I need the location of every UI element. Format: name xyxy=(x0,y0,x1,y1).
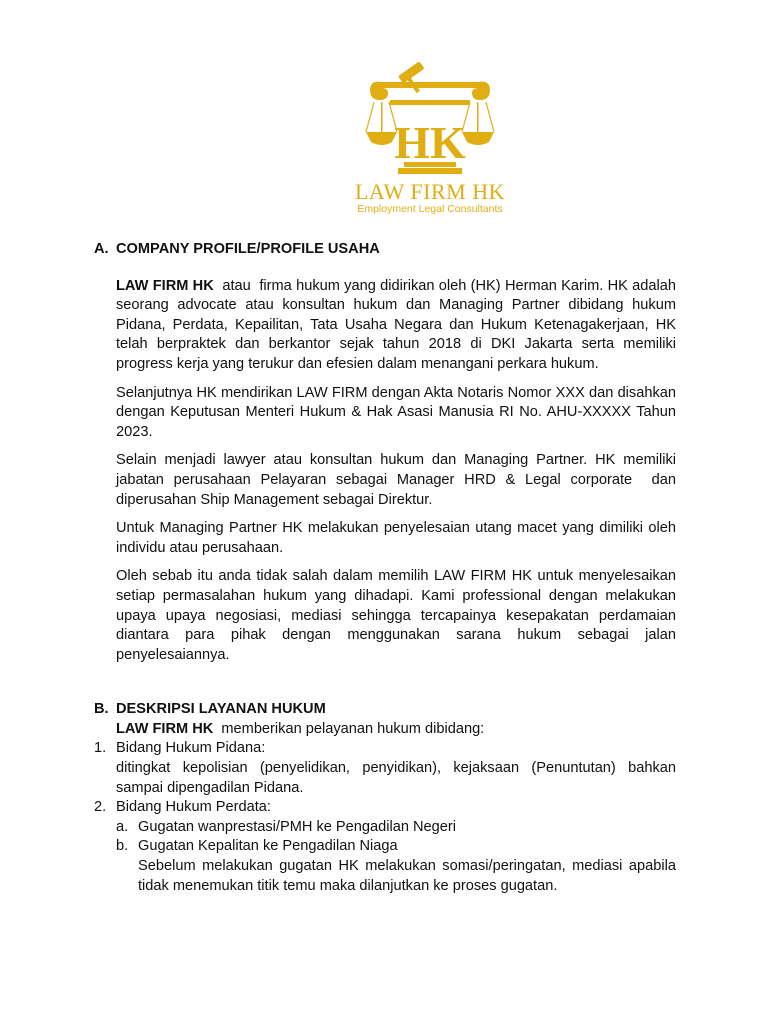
list-item-description: ditingkat kepolisian (penyelidikan, penyidikan), kejaksaan (Penuntutan) bahkan sampai dipengadilan Pidana. xyxy=(116,760,676,796)
list-item xyxy=(94,798,676,896)
gavel-pillar-scales-icon xyxy=(330,50,530,180)
sub-list-item xyxy=(116,837,676,896)
section-a-letter: A. xyxy=(94,241,109,257)
list-item-number: 1. xyxy=(94,740,107,757)
paragraph-3: Selain menjadi lawyer atau konsultan hukum dan Managing Partner. HK memiliki jabatan perusahaan Pelayaran sebagai Manager HRD & Legal corporate dan diperusahan Ship Management sebagai Direktur. xyxy=(116,452,681,508)
logo-title: LAW FIRM HK xyxy=(354,179,505,204)
section-b-intro-text: memberikan pelayanan hukum dibidang: xyxy=(213,720,485,737)
sub-list-item-description: Sebelum melakukan gugatan HK melakukan somasi/peringatan, mediasi apabila tidak menemukan titik temu maka dilanjutkan ke proses gugatan. xyxy=(138,858,676,894)
paragraph-1 xyxy=(116,277,681,375)
paragraph-5: Oleh sebab itu anda tidak salah dalam memilih LAW FIRM HK untuk menyelesaikan setiap permasalahan hukum yang dihadapi. Kami professional dengan melakukan upaya upaya negosiasi, mediasi sehingga tercapainya kesepakatan perdamaian diantara para pihak dengan menggunakan sarana hukum sebagai jalan penyelesaiannya. xyxy=(116,568,676,663)
document-body xyxy=(94,240,681,896)
logo-monogram: HK xyxy=(394,117,466,168)
section-a-body xyxy=(94,277,681,666)
sub-list-item-label: Gugatan Kepalitan ke Pengadilan Niaga xyxy=(138,838,398,855)
list-item-label: Bidang Hukum Perdata: xyxy=(116,799,271,816)
list-item-label: Bidang Hukum Pidana: xyxy=(116,740,266,757)
paragraph-4: Untuk Managing Partner HK melakukan penyelesaian utang macet yang dimiliki oleh individu atau perusahaan. xyxy=(116,520,676,556)
section-b-body xyxy=(94,720,676,740)
sub-list-item xyxy=(116,818,676,838)
section-b-letter: B. xyxy=(94,701,109,718)
paragraph-1-lead: LAW FIRM HK xyxy=(116,277,214,294)
sub-list-item-letter: a. xyxy=(116,818,129,835)
sub-list-item-letter: b. xyxy=(116,838,129,855)
section-b-intro-lead: LAW FIRM HK xyxy=(116,720,214,737)
services-list xyxy=(94,739,676,896)
section-b-title: DESKRIPSI LAYANAN HUKUM xyxy=(116,701,326,718)
section-b-intro xyxy=(116,720,676,740)
list-item xyxy=(94,739,676,798)
section-a-title: COMPANY PROFILE/PROFILE USAHA xyxy=(116,241,380,257)
list-item-number: 2. xyxy=(94,799,107,816)
section-b-heading xyxy=(94,700,676,720)
paragraph-2: Selanjutnya HK mendirikan LAW FIRM dengan Akta Notaris Nomor XXX dan disahkan dengan Keputusan Menteri Hukum & Hak Asasi Manusia RI No. AHU-XXXXX Tahun 2023. xyxy=(116,384,676,440)
law-firm-logo xyxy=(330,50,530,220)
sub-list-item-label: Gugatan wanprestasi/PMH ke Pengadilan Negeri xyxy=(138,818,456,835)
logo-subtitle: Employment Legal Consultants xyxy=(357,203,503,215)
section-a-heading xyxy=(94,240,676,260)
paragraph-1-text: atau firma hukum yang didirikan oleh (HK) Herman Karim. HK adalah seorang advocate atau konsultan hukum dan Managing Partner dibidang hukum Pidana, Perdata, Kepailitan, Tata Usaha Negara dan Hukum Ketenagakerjaan, HK telah berpraktek dan berkantor sejak tahun 2018 di DKI Jakarta serta memiliki progress kerja yang terukur dan efesien dalam menangani perkara hukum. xyxy=(116,277,681,372)
